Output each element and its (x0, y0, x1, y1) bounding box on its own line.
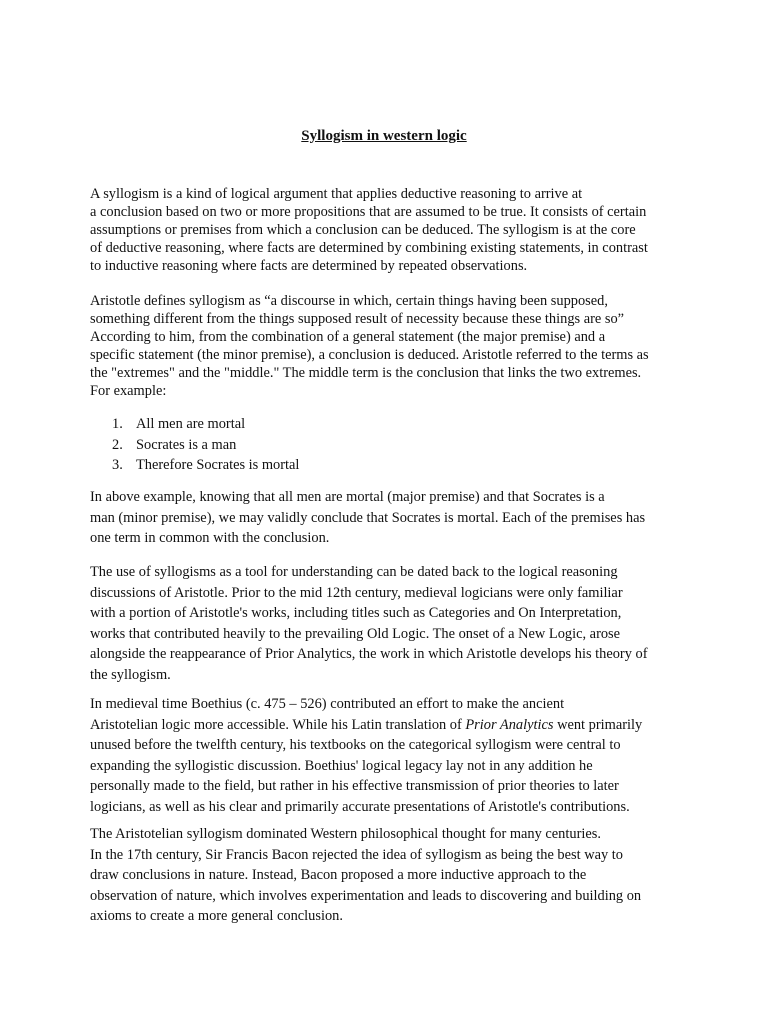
paragraph-line: of deductive reasoning, where facts are determined by combining existing statements, in contrast (90, 240, 648, 256)
paragraph-line: logicians, as well as his clear and primarily accurate presentations of Aristotle's contributions. (90, 798, 630, 815)
paragraph-line: the syllogism. (90, 666, 171, 683)
document-page (90, 0, 680, 1024)
paragraph-line: In above example, knowing that all men are mortal (major premise) and that Socrates is a (90, 489, 605, 505)
paragraph-line: observation of nature, which involves experimentation and leads to discovering and building on (90, 887, 642, 904)
paragraph-line: personally made to the field, but rather in his effective transmission of prior theories to later (90, 778, 619, 795)
document-title: Syllogism in western logic (301, 128, 467, 144)
example-list (112, 414, 299, 476)
paragraph-aristotle-definition (90, 292, 680, 400)
list-item-text: Socrates is a man (136, 436, 237, 453)
paragraph-line: the "extremes" and the "middle." The middle term is the conclusion that links the two extremes. (90, 365, 642, 381)
paragraph-line: one term in common with the conclusion. (90, 530, 330, 547)
paragraph-line: expanding the syllogistic discussion. Boethius' logical legacy lay not in any addition he (90, 757, 593, 774)
list-item-number: 2. (112, 436, 123, 453)
list-item (112, 435, 299, 456)
paragraph-example-explanation (90, 487, 680, 549)
paragraph-boethius (90, 694, 680, 818)
paragraph-line: In the 17th century, Sir Francis Bacon rejected the idea of syllogism as being the best way to (90, 846, 623, 863)
paragraph-bacon (90, 824, 680, 927)
paragraph-line: man (minor premise), we may validly conclude that Socrates is mortal. Each of the premises has (90, 509, 646, 526)
paragraph-line: Aristotle defines syllogism as “a discourse in which, certain things having been supposed, (90, 293, 608, 309)
paragraph-line: specific statement (the minor premise), a conclusion is deduced. Aristotle referred to the terms as (90, 347, 649, 363)
paragraph-line: For example: (90, 383, 167, 399)
paragraph-line: assumptions or premises from which a conclusion can be deduced. The syllogism is at the core (90, 222, 636, 238)
list-item-number: 1. (112, 416, 123, 432)
paragraph-history (90, 562, 680, 686)
paragraph-line: In medieval time Boethius (c. 475 – 526) contributed an effort to make the ancient (90, 696, 565, 712)
paragraph-line: works that contributed heavily to the prevailing Old Logic. The onset of a New Logic, arose (90, 625, 621, 642)
paragraph-definition (90, 185, 680, 275)
list-item (112, 455, 299, 476)
paragraph-line: draw conclusions in nature. Instead, Bacon proposed a more inductive approach to the (90, 867, 587, 884)
paragraph-line: alongside the reappearance of Prior Analytics, the work in which Aristotle develops his theory of (90, 646, 648, 663)
paragraph-line: A syllogism is a kind of logical argument that applies deductive reasoning to arrive at (90, 186, 583, 202)
paragraph-line: The use of syllogisms as a tool for understanding can be dated back to the logical reasoning (90, 564, 618, 580)
paragraph-line: unused before the twelfth century, his textbooks on the categorical syllogism were central to (90, 737, 621, 754)
paragraph-line: discussions of Aristotle. Prior to the mid 12th century, medieval logicians were only familiar (90, 584, 623, 601)
paragraph-line: with a portion of Aristotle's works, including titles such as Categories and On Interpretation, (90, 605, 622, 622)
paragraph-line: The Aristotelian syllogism dominated Western philosophical thought for many centuries. (90, 826, 601, 842)
paragraph-line: axioms to create a more general conclusion. (90, 908, 343, 925)
list-item (112, 414, 299, 435)
list-item-text: Therefore Socrates is mortal (136, 457, 300, 474)
paragraph-line: Aristotelian logic more accessible. While his Latin translation of Prior Analytics went primarily (90, 716, 643, 733)
list-item-number: 3. (112, 457, 123, 474)
paragraph-line: According to him, from the combination of a general statement (the major premise) and a (90, 329, 606, 345)
paragraph-line: something different from the things supposed result of necessity because these things are so” (90, 311, 625, 327)
paragraph-line: to inductive reasoning where facts are determined by repeated observations. (90, 258, 528, 274)
list-item-text: All men are mortal (136, 416, 246, 432)
paragraph-line: a conclusion based on two or more propositions that are assumed to be true. It consists of certain (90, 204, 647, 220)
